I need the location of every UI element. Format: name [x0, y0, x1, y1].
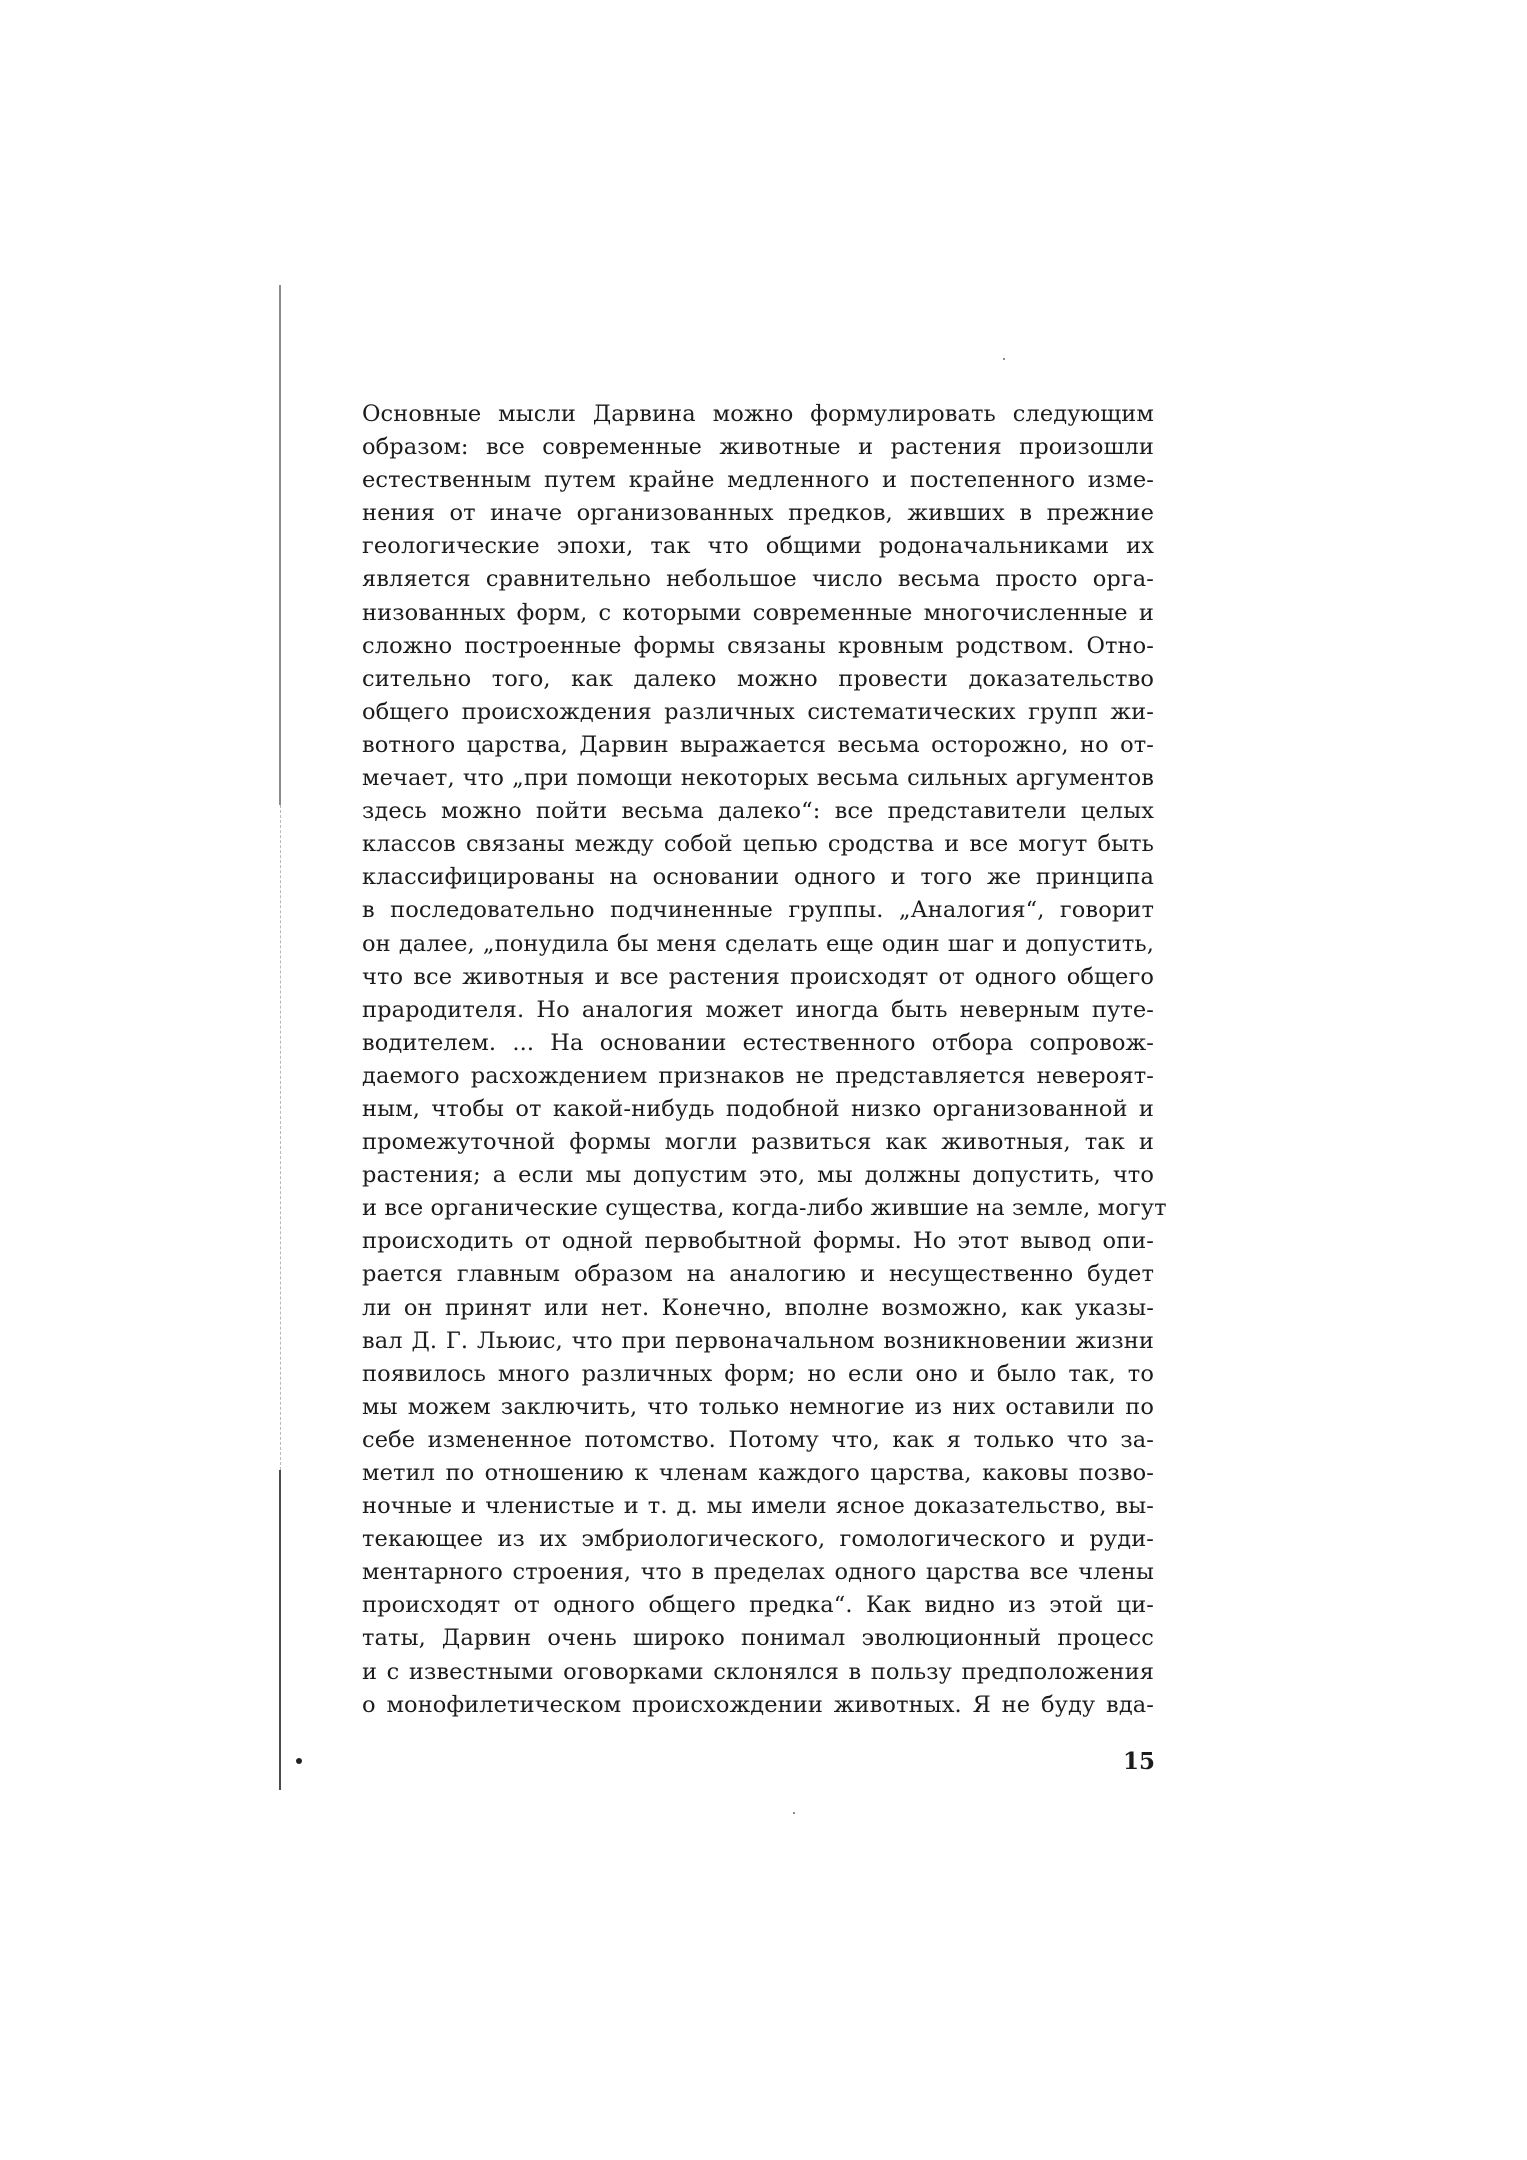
text-line: ночные и членистые и т. д. мы имели ясное доказательство, вы-	[362, 1493, 1154, 1520]
text-line: естественным путем крайне медленного и постепенного изме-	[362, 467, 1154, 494]
text-line: даемого расхождением признаков не представляется невероят-	[362, 1062, 1154, 1089]
text-line: классов связаны между собой цепью сродства и все могут быть	[362, 831, 1154, 858]
page-number: 15	[1122, 1748, 1155, 1775]
text-line: в последовательно подчиненные группы. „Аналогия“, говорит	[362, 897, 1154, 924]
text-line: Основные мысли Дарвина можно формулировать следующим	[362, 401, 1154, 427]
text-line: он далее, „понудила бы меня сделать еще один шаг и допустить,	[362, 930, 1154, 957]
scan-edge-line-lower	[279, 1470, 281, 1790]
text-line: ментарного строения, что в пределах одного царства все члены	[362, 1559, 1154, 1586]
text-line: геологические эпохи, так что общими родоначальниками их	[362, 533, 1154, 560]
body-text	[362, 398, 1167, 1722]
scan-edge-dashes	[280, 805, 282, 1470]
text-line: метил по отношению к членам каждого царства, каковы позво-	[362, 1460, 1154, 1486]
text-line: вотного царства, Дарвин выражается весьма осторожно, но от-	[362, 731, 1154, 758]
scan-edge-line-upper	[279, 285, 281, 805]
text-line: себе измененное потомство. Потому что, как я только что за-	[362, 1426, 1154, 1453]
text-line: о монофилетическом происхождении животных. Я не буду вда-	[362, 1691, 1154, 1718]
text-line: мы можем заключить, что только немногие из них оставили по	[362, 1393, 1154, 1420]
text-line: происходят от одного общего предка“. Как видно из этой ци-	[362, 1592, 1154, 1619]
text-line: ли он принят или нет. Конечно, вполне возможно, как указы-	[362, 1294, 1154, 1321]
text-line: общего происхождения различных систематических групп жи-	[362, 698, 1154, 725]
text-line: здесь можно пойти весьма далеко“: все представители целых	[362, 798, 1154, 825]
text-line: что все животныя и все растения происходят от одного общего	[362, 963, 1154, 990]
text-line: является сравнительно небольшое число весьма просто орга-	[362, 566, 1154, 593]
text-line: сложно построенные формы связаны кровным родством. Отно-	[362, 632, 1154, 659]
scan-speck	[1003, 358, 1005, 360]
text-line: происходить от одной первобытной формы. Но этот вывод опи-	[362, 1228, 1154, 1255]
text-line: мечает, что „при помощи некоторых весьма сильных аргументов	[362, 765, 1154, 792]
text-line: рается главным образом на аналогию и несущественно будет	[362, 1261, 1154, 1288]
text-line: растения; а если мы допустим это, мы должны допустить, что	[362, 1162, 1154, 1189]
scan-speck	[296, 1758, 302, 1764]
text-line: промежуточной формы могли развиться как животныя, так и	[362, 1129, 1154, 1156]
text-line: вал Д. Г. Льюис, что при первоначальном возникновении жизни	[362, 1327, 1154, 1354]
text-line: нения от иначе организованных предков, живших в прежние	[362, 500, 1154, 527]
text-line: водителем. ... На основании естественного отбора сопровож-	[362, 1029, 1154, 1056]
text-line: таты, Дарвин очень широко понимал эволюционный процесс	[362, 1625, 1154, 1652]
text-line: низованных форм, с которыми современные многочисленные и	[362, 599, 1154, 626]
text-line: текающее из их эмбриологического, гомологического и руди-	[362, 1526, 1154, 1553]
text-line: классифицированы на основании одного и того же принципа	[362, 864, 1154, 891]
text-line: сительно того, как далеко можно провести доказательство	[362, 665, 1154, 692]
text-line: ным, чтобы от какой-нибудь подобной низко организованной и	[362, 1095, 1154, 1122]
text-line: прародителя. Но аналогия может иногда быть неверным путе-	[362, 996, 1154, 1023]
text-line: и с известными оговорками склонялся в пользу предположения	[362, 1658, 1154, 1685]
text-line: образом: все современные животные и растения произошли	[362, 434, 1154, 461]
text-line: появилось много различных форм; но если оно и было так, то	[362, 1360, 1154, 1387]
scan-speck	[793, 1812, 795, 1814]
text-line: и все органические существа, когда-либо жившие на земле, могут	[362, 1195, 1167, 1222]
